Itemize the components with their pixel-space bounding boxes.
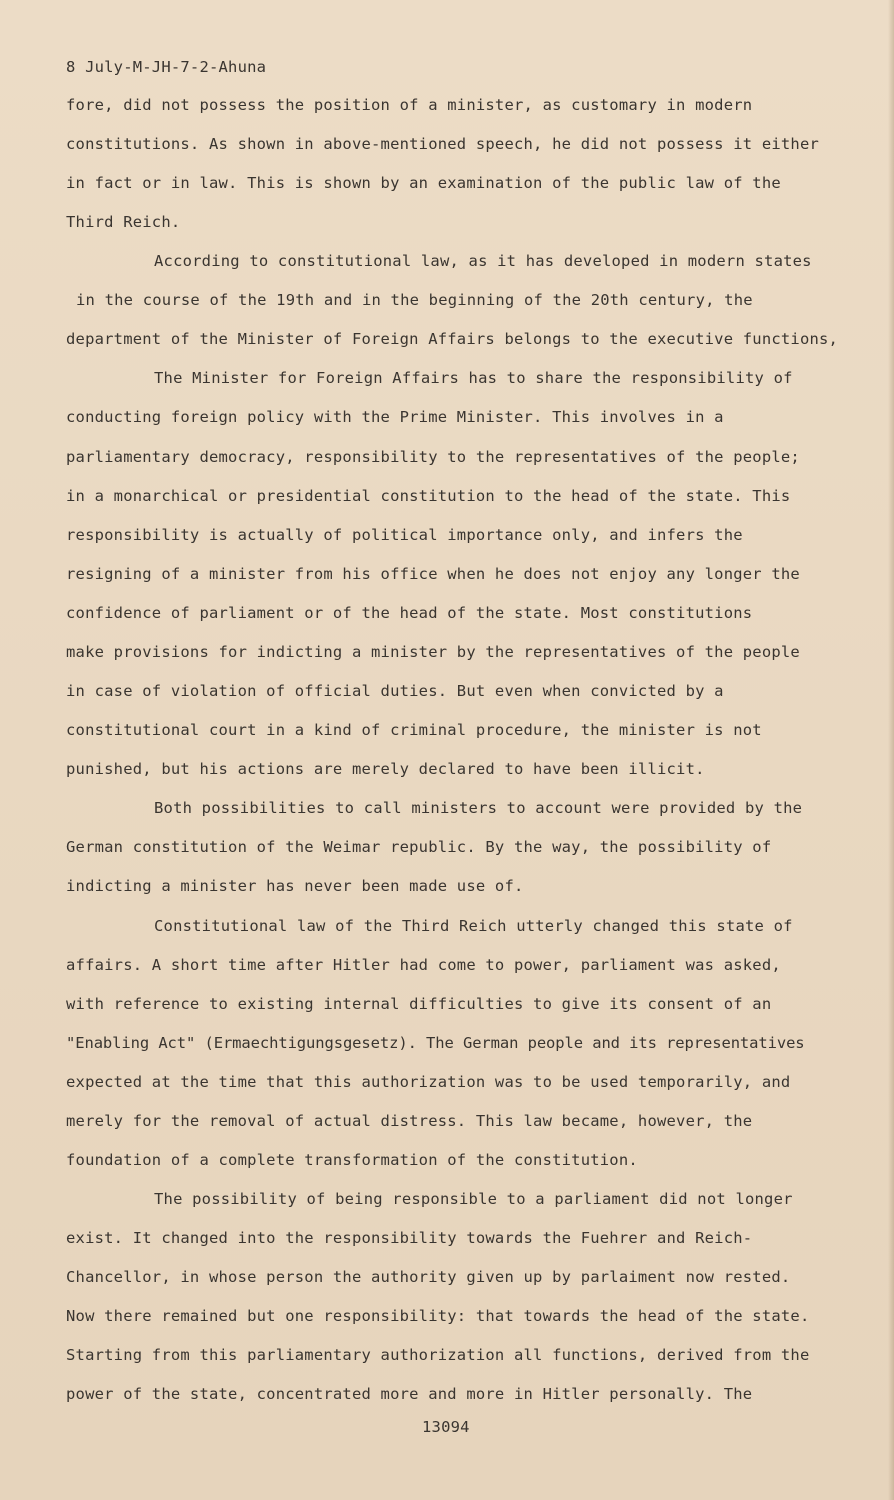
text-line: with reference to existing internal difficulties to give its consent of an <box>66 995 772 1013</box>
text-line: merely for the removal of actual distress. This law became, however, the <box>66 1112 753 1130</box>
text-line: make provisions for indicting a minister by the representatives of the people <box>66 643 800 661</box>
text-line: Both possibilities to call ministers to account were provided by the <box>154 799 803 817</box>
text-line: foundation of a complete transformation of the constitution. <box>66 1151 638 1169</box>
text-line: parliamentary democracy, responsibility to the representatives of the people; <box>66 448 800 466</box>
text-line: indicting a minister has never been made use of. <box>66 877 524 895</box>
text-line: conducting foreign policy with the Prime Minister. This involves in a <box>66 408 724 426</box>
text-line: Third Reich. <box>66 213 181 231</box>
text-line: "Enabling Act" (Ermaechtigungsgesetz). The German people and its representatives <box>66 1034 805 1052</box>
text-line: punished, but his actions are merely declared to have been illicit. <box>66 760 705 778</box>
text-line: Starting from this parliamentary authorization all functions, derived from the <box>66 1346 810 1364</box>
text-line: The possibility of being responsible to a parliament did not longer <box>154 1190 793 1208</box>
text-line: Chancellor, in whose person the authority given up by parlaiment now rested. <box>66 1268 791 1286</box>
text-line: in a monarchical or presidential constitution to the head of the state. This <box>66 487 791 505</box>
text-line: power of the state, concentrated more and more in Hitler personally. The <box>66 1385 753 1403</box>
text-line: resigning of a minister from his office when he does not enjoy any longer the <box>66 565 800 583</box>
text-line: constitutional court in a kind of criminal procedure, the minister is not <box>66 721 762 739</box>
text-line: constitutions. As shown in above-mentioned speech, he did not possess it either <box>66 135 820 153</box>
text-line: affairs. A short time after Hitler had come to power, parliament was asked, <box>66 956 781 974</box>
document-header: 8 July-M-JH-7-2-Ahuna <box>66 58 267 76</box>
text-line: expected at the time that this authorization was to be used temporarily, and <box>66 1073 791 1091</box>
page-edge-shadow <box>888 0 894 1500</box>
text-line: Now there remained but one responsibility: that towards the head of the state. <box>66 1307 810 1325</box>
text-line: in the course of the 19th and in the beginning of the 20th century, the <box>76 291 753 309</box>
text-line: department of the Minister of Foreign Affairs belongs to the executive functions, <box>66 330 839 348</box>
text-line: Constitutional law of the Third Reich utterly changed this state of <box>154 917 793 935</box>
text-line: in fact or in law. This is shown by an examination of the public law of the <box>66 174 781 192</box>
text-line: confidence of parliament or of the head of the state. Most constitutions <box>66 604 753 622</box>
text-line: fore, did not possess the position of a minister, as customary in modern <box>66 96 753 114</box>
text-line: responsibility is actually of political importance only, and infers the <box>66 526 743 544</box>
text-line: in case of violation of official duties. But even when convicted by a <box>66 682 724 700</box>
text-line: German constitution of the Weimar republic. By the way, the possibility of <box>66 838 772 856</box>
text-line: According to constitutional law, as it has developed in modern states <box>154 252 812 270</box>
text-line: The Minister for Foreign Affairs has to share the responsibility of <box>154 369 793 387</box>
page-number: 13094 <box>422 1418 470 1436</box>
text-line: exist. It changed into the responsibility towards the Fuehrer and Reich- <box>66 1229 753 1247</box>
